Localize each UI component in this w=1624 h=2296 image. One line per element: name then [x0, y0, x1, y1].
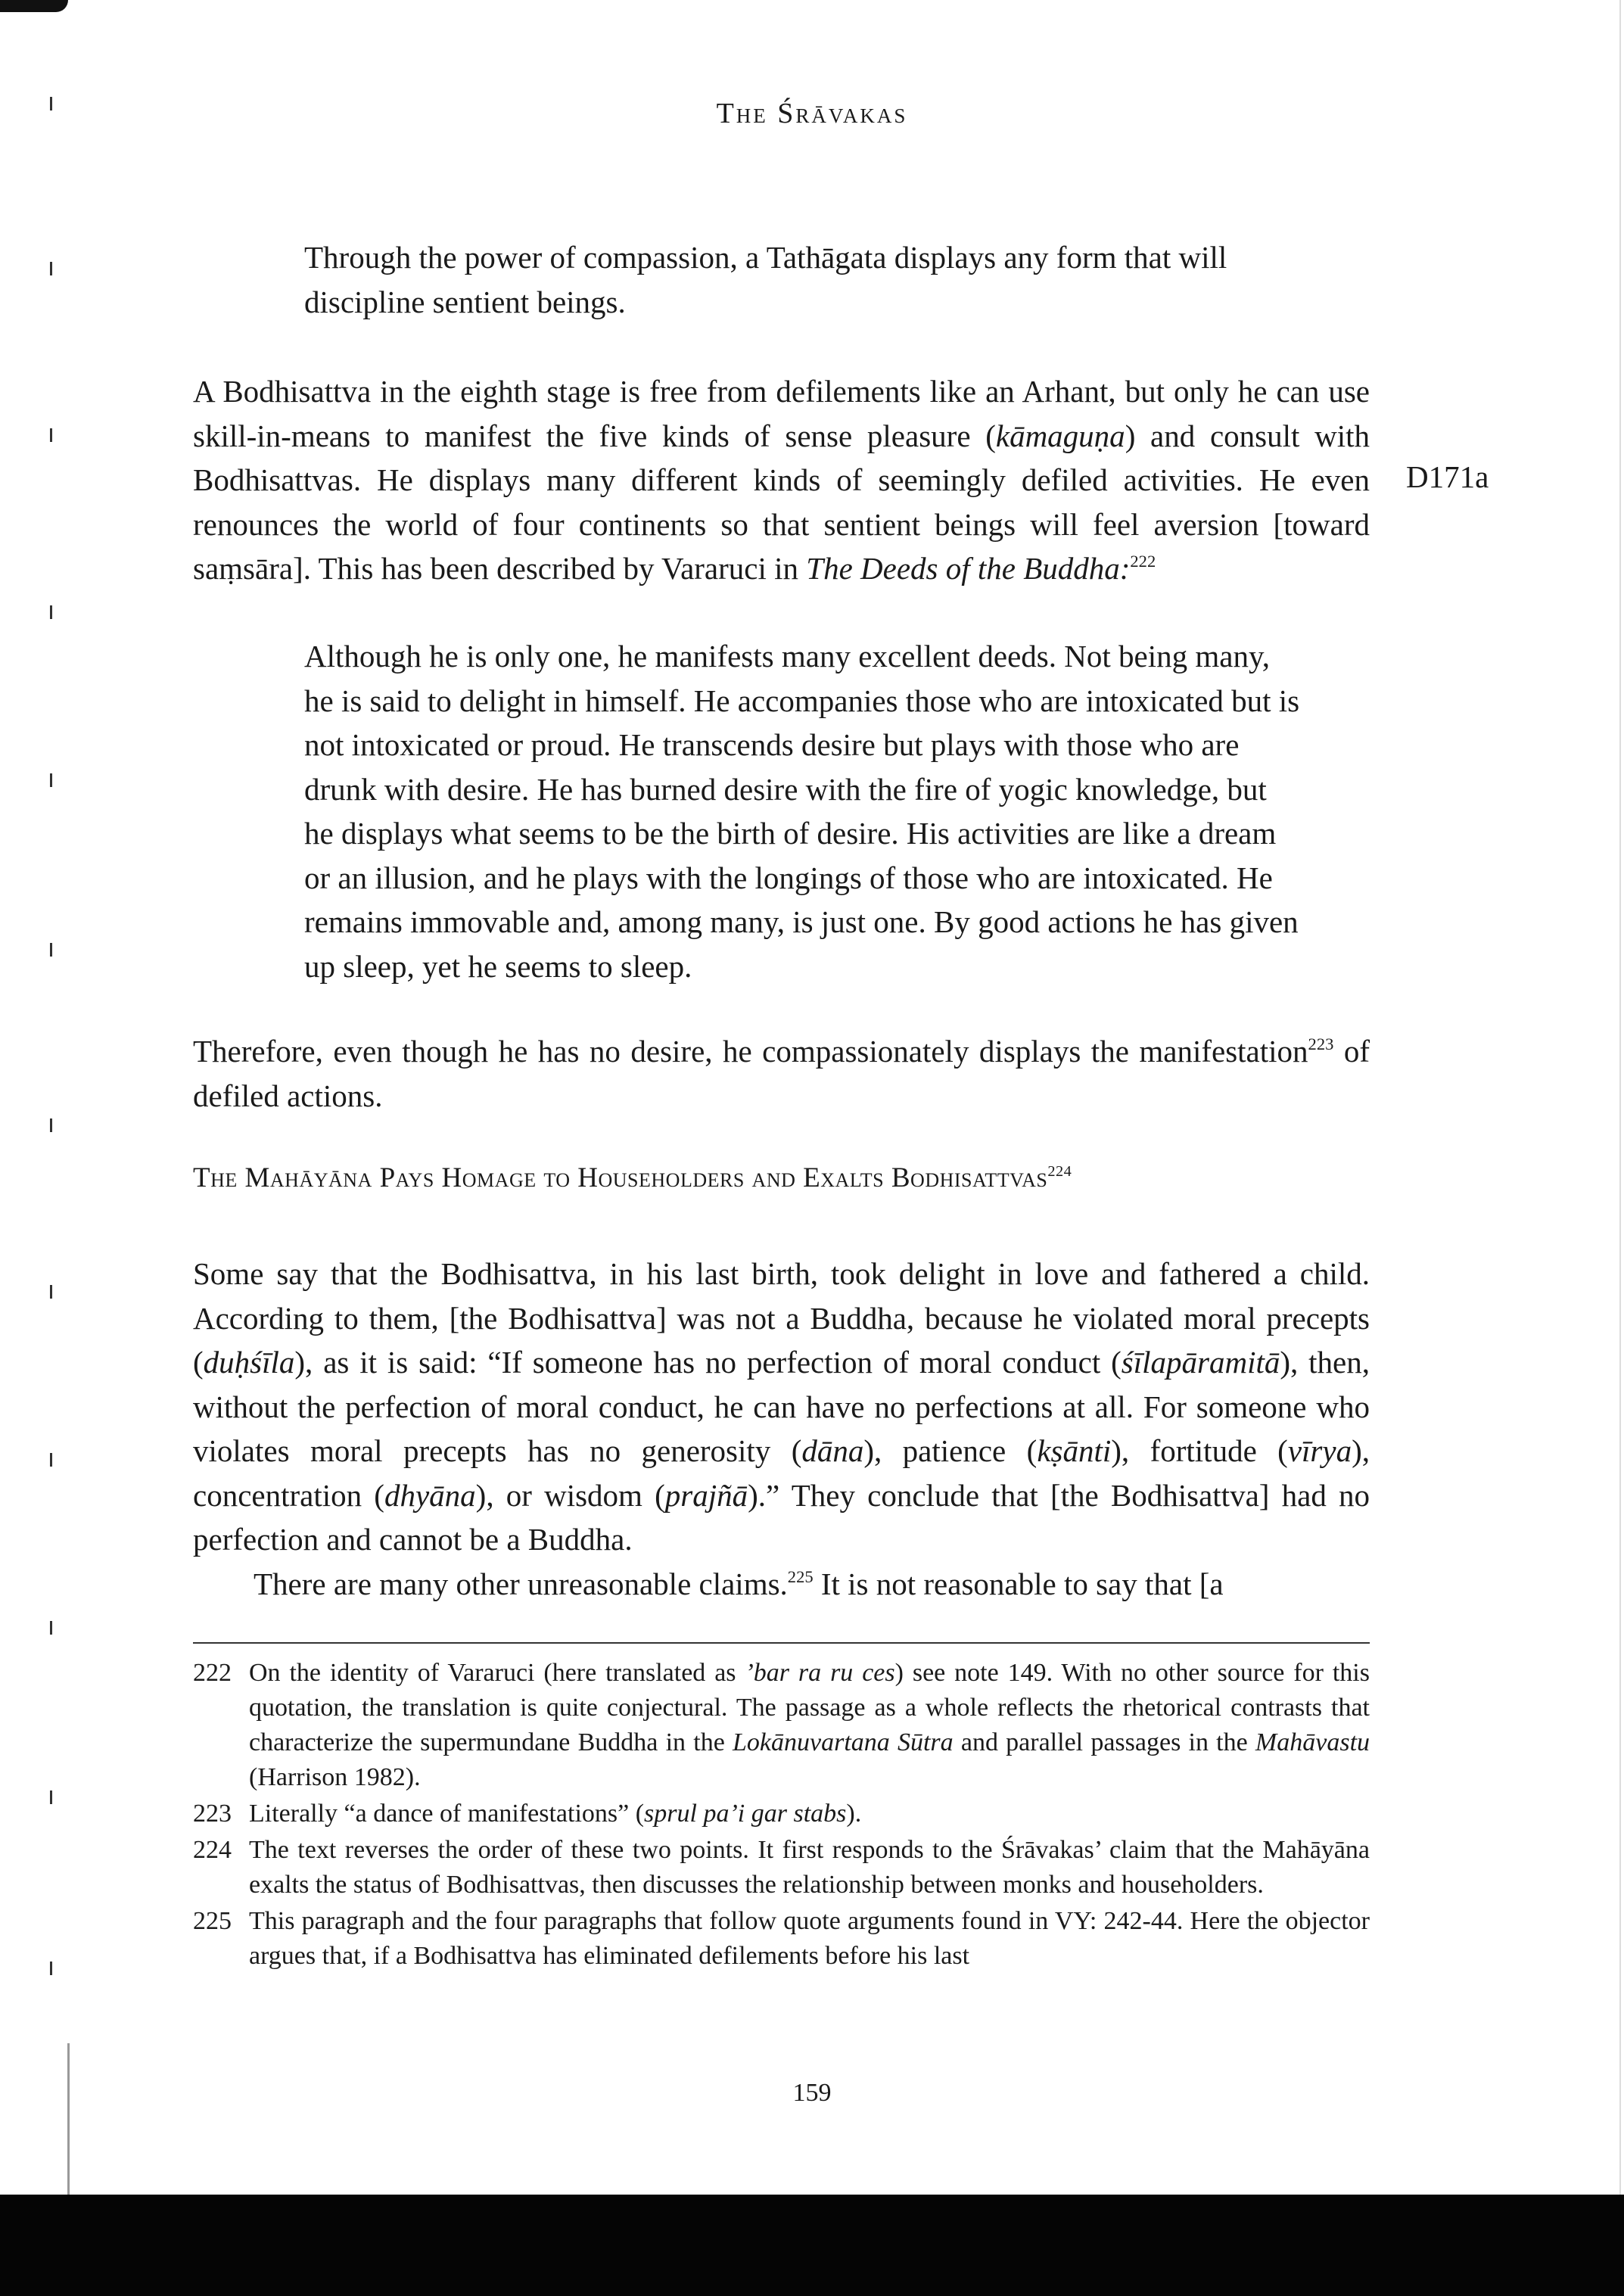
- footnote-223: [193, 1797, 1370, 1831]
- footnote-222: [193, 1656, 1370, 1795]
- text-run: There are many other unreasonable claims.: [254, 1566, 788, 1601]
- text-run: Therefore, even though he has no desire, he compassionately displays the manifestation: [193, 1034, 1308, 1069]
- footnote-text: [249, 1797, 1370, 1831]
- paragraph-text: [193, 369, 1370, 591]
- page-number: 159: [792, 2079, 832, 2107]
- footnote-ref-223[interactable]: 223: [1308, 1034, 1334, 1054]
- text-run: ), fortitude (: [1111, 1433, 1288, 1468]
- footnote-ref-225[interactable]: 225: [787, 1566, 814, 1586]
- italic-term: kāmaguṇa: [995, 418, 1125, 453]
- footnote-number: 224: [193, 1836, 232, 1864]
- text-run: ), as it is said: “If someone has no perfection of moral conduct (: [294, 1345, 1122, 1380]
- italic-term: ’bar ra ru ces: [745, 1659, 895, 1687]
- text-run: Literally “a dance of manifestations” (: [249, 1800, 645, 1828]
- paragraph-last-birth: [193, 1252, 1370, 1606]
- paragraph-text: [193, 1562, 1370, 1607]
- book-title: The Deeds of the Buddha:: [806, 551, 1131, 586]
- margin-tick: [50, 428, 52, 442]
- margin-tick: [50, 1962, 52, 1975]
- text-run: ), patience (: [863, 1433, 1038, 1468]
- text-run: ).” They conclude that [the Bodhisattva] had no perfection and cannot be a Buddha.: [193, 1477, 1370, 1557]
- margin-tick: [50, 943, 52, 957]
- paragraph-text: [193, 1029, 1370, 1118]
- footnote-number: 225: [193, 1907, 232, 1935]
- italic-term: kṣānti: [1037, 1433, 1112, 1468]
- text-run: (Harrison 1982).: [249, 1763, 421, 1791]
- scan-border: [0, 2195, 1624, 2296]
- margin-tick: [50, 1118, 52, 1132]
- italic-term: vīrya: [1287, 1433, 1352, 1468]
- italic-term: dāna: [801, 1433, 864, 1468]
- footnote-rule: [193, 1642, 1370, 1644]
- margin-tick: [50, 1453, 52, 1467]
- text-run: and parallel passages in the: [953, 1728, 1255, 1756]
- margin-tick: [50, 1790, 52, 1804]
- margin-tick: [50, 1621, 52, 1635]
- margin-tick: [50, 773, 52, 787]
- margin-tick: [50, 605, 52, 619]
- text-run: ), or wisdom (: [475, 1477, 665, 1513]
- text-run: ), then, without the perfection of moral conduct, he can have no perfections at all. For someone who violates moral precepts has no generosity (: [193, 1345, 1370, 1468]
- italic-term: sprul pa’i gar stabs: [644, 1800, 847, 1828]
- page-edge: [1619, 0, 1621, 2195]
- footnote-ref-224[interactable]: 224: [1047, 1162, 1072, 1180]
- italic-term: śīlapāramitā: [1121, 1345, 1280, 1380]
- footnote-text: This paragraph and the four paragraphs that follow quote arguments found in VY: 242-44. Here the objector argues that, if a Bodhisattva has eliminated defilements before his last: [249, 1907, 1370, 1970]
- section-heading: [193, 1162, 1404, 1194]
- binding-edge: [67, 2043, 70, 2195]
- italic-term: Mahāvastu: [1255, 1728, 1370, 1756]
- footnote-ref-222[interactable]: 222: [1130, 552, 1156, 571]
- italic-term: Lokānuvartana Sūtra: [733, 1728, 954, 1756]
- text-run: A Bodhisattva in the eighth stage is free from defilements like an Arhant, but only he can use skill-in-means to manifest the five kinds of sense pleasure (: [193, 374, 1370, 453]
- section-title: The Mahāyāna Pays Homage to Householders and Exalts Bodhisattvas: [193, 1162, 1048, 1193]
- italic-term: duḥśīla: [203, 1345, 295, 1380]
- margin-tick: [50, 262, 52, 275]
- scan-corner-shadow: [0, 0, 68, 12]
- footnote-text: [249, 1656, 1370, 1795]
- margin-tick: [50, 1285, 52, 1299]
- block-quote-deeds: [304, 634, 1303, 988]
- text-run: of defiled actions.: [193, 1034, 1370, 1113]
- block-quote-compassion: [304, 235, 1303, 324]
- footnote-number: 222: [193, 1659, 232, 1687]
- text-run: ) and consult with Bodhisattvas. He displays many different kinds of seemingly defiled activities. He even renounces the world of four continents so that sentient beings will feel aversion [toward saṃsāra]. This has been described by Vararuci in: [193, 418, 1370, 586]
- paragraph-text: [193, 1252, 1370, 1562]
- text-run: ), concentration (: [193, 1433, 1370, 1513]
- footnotes: [193, 1656, 1370, 1975]
- text-run: Some say that the Bodhisattva, in his last birth, took delight in love and fathered a child. According to them, [the Bodhisattva] was not a Buddha, because he violated moral precepts (: [193, 1256, 1370, 1380]
- text-run: It is not reasonable to say that [a: [813, 1566, 1224, 1601]
- footnote-224: [193, 1833, 1370, 1902]
- margin-reference: D171a: [1406, 459, 1489, 494]
- quote-text: Although he is only one, he manifests many excellent deeds. Not being many, he is said to delight in himself. He accompanies those who are intoxicated but is not intoxicated or proud. He transcends desire but plays with those who are drunk with desire. He has burned desire with the fire of yogic knowledge, but he displays what seems to be the birth of desire. His activities are like a dream or an illusion, and he plays with the longings of those who are intoxicated. He remains immovable and, among many, is just one. By good actions he has given up sleep, yet he seems to sleep.: [304, 639, 1300, 984]
- text-run: On the identity of Vararuci (here translated as: [249, 1659, 745, 1687]
- text-run: ).: [846, 1800, 862, 1828]
- italic-term: dhyāna: [384, 1477, 476, 1513]
- running-head: The Śrāvakas: [716, 98, 908, 129]
- footnote-225: [193, 1904, 1370, 1974]
- paragraph-eighth-stage: [193, 369, 1370, 591]
- quote-text: Through the power of compassion, a Tathāgata displays any form that will discipline sentient beings.: [304, 240, 1227, 319]
- text-run: ) see note 149. With no other source for this quotation, the translation is quite conjectural. The passage as a whole reflects the rhetorical contrasts that characterize the supermundane Buddha in the: [249, 1659, 1370, 1756]
- paragraph-no-desire: [193, 1029, 1370, 1118]
- italic-term: prajñā: [664, 1477, 748, 1513]
- footnote-text: The text reverses the order of these two points. It first responds to the Śrāvakas’ claim that the Mahāyāna exalts the status of Bodhisattvas, then discusses the relationship between monks and householders.: [249, 1836, 1370, 1899]
- footnote-number: 223: [193, 1800, 232, 1828]
